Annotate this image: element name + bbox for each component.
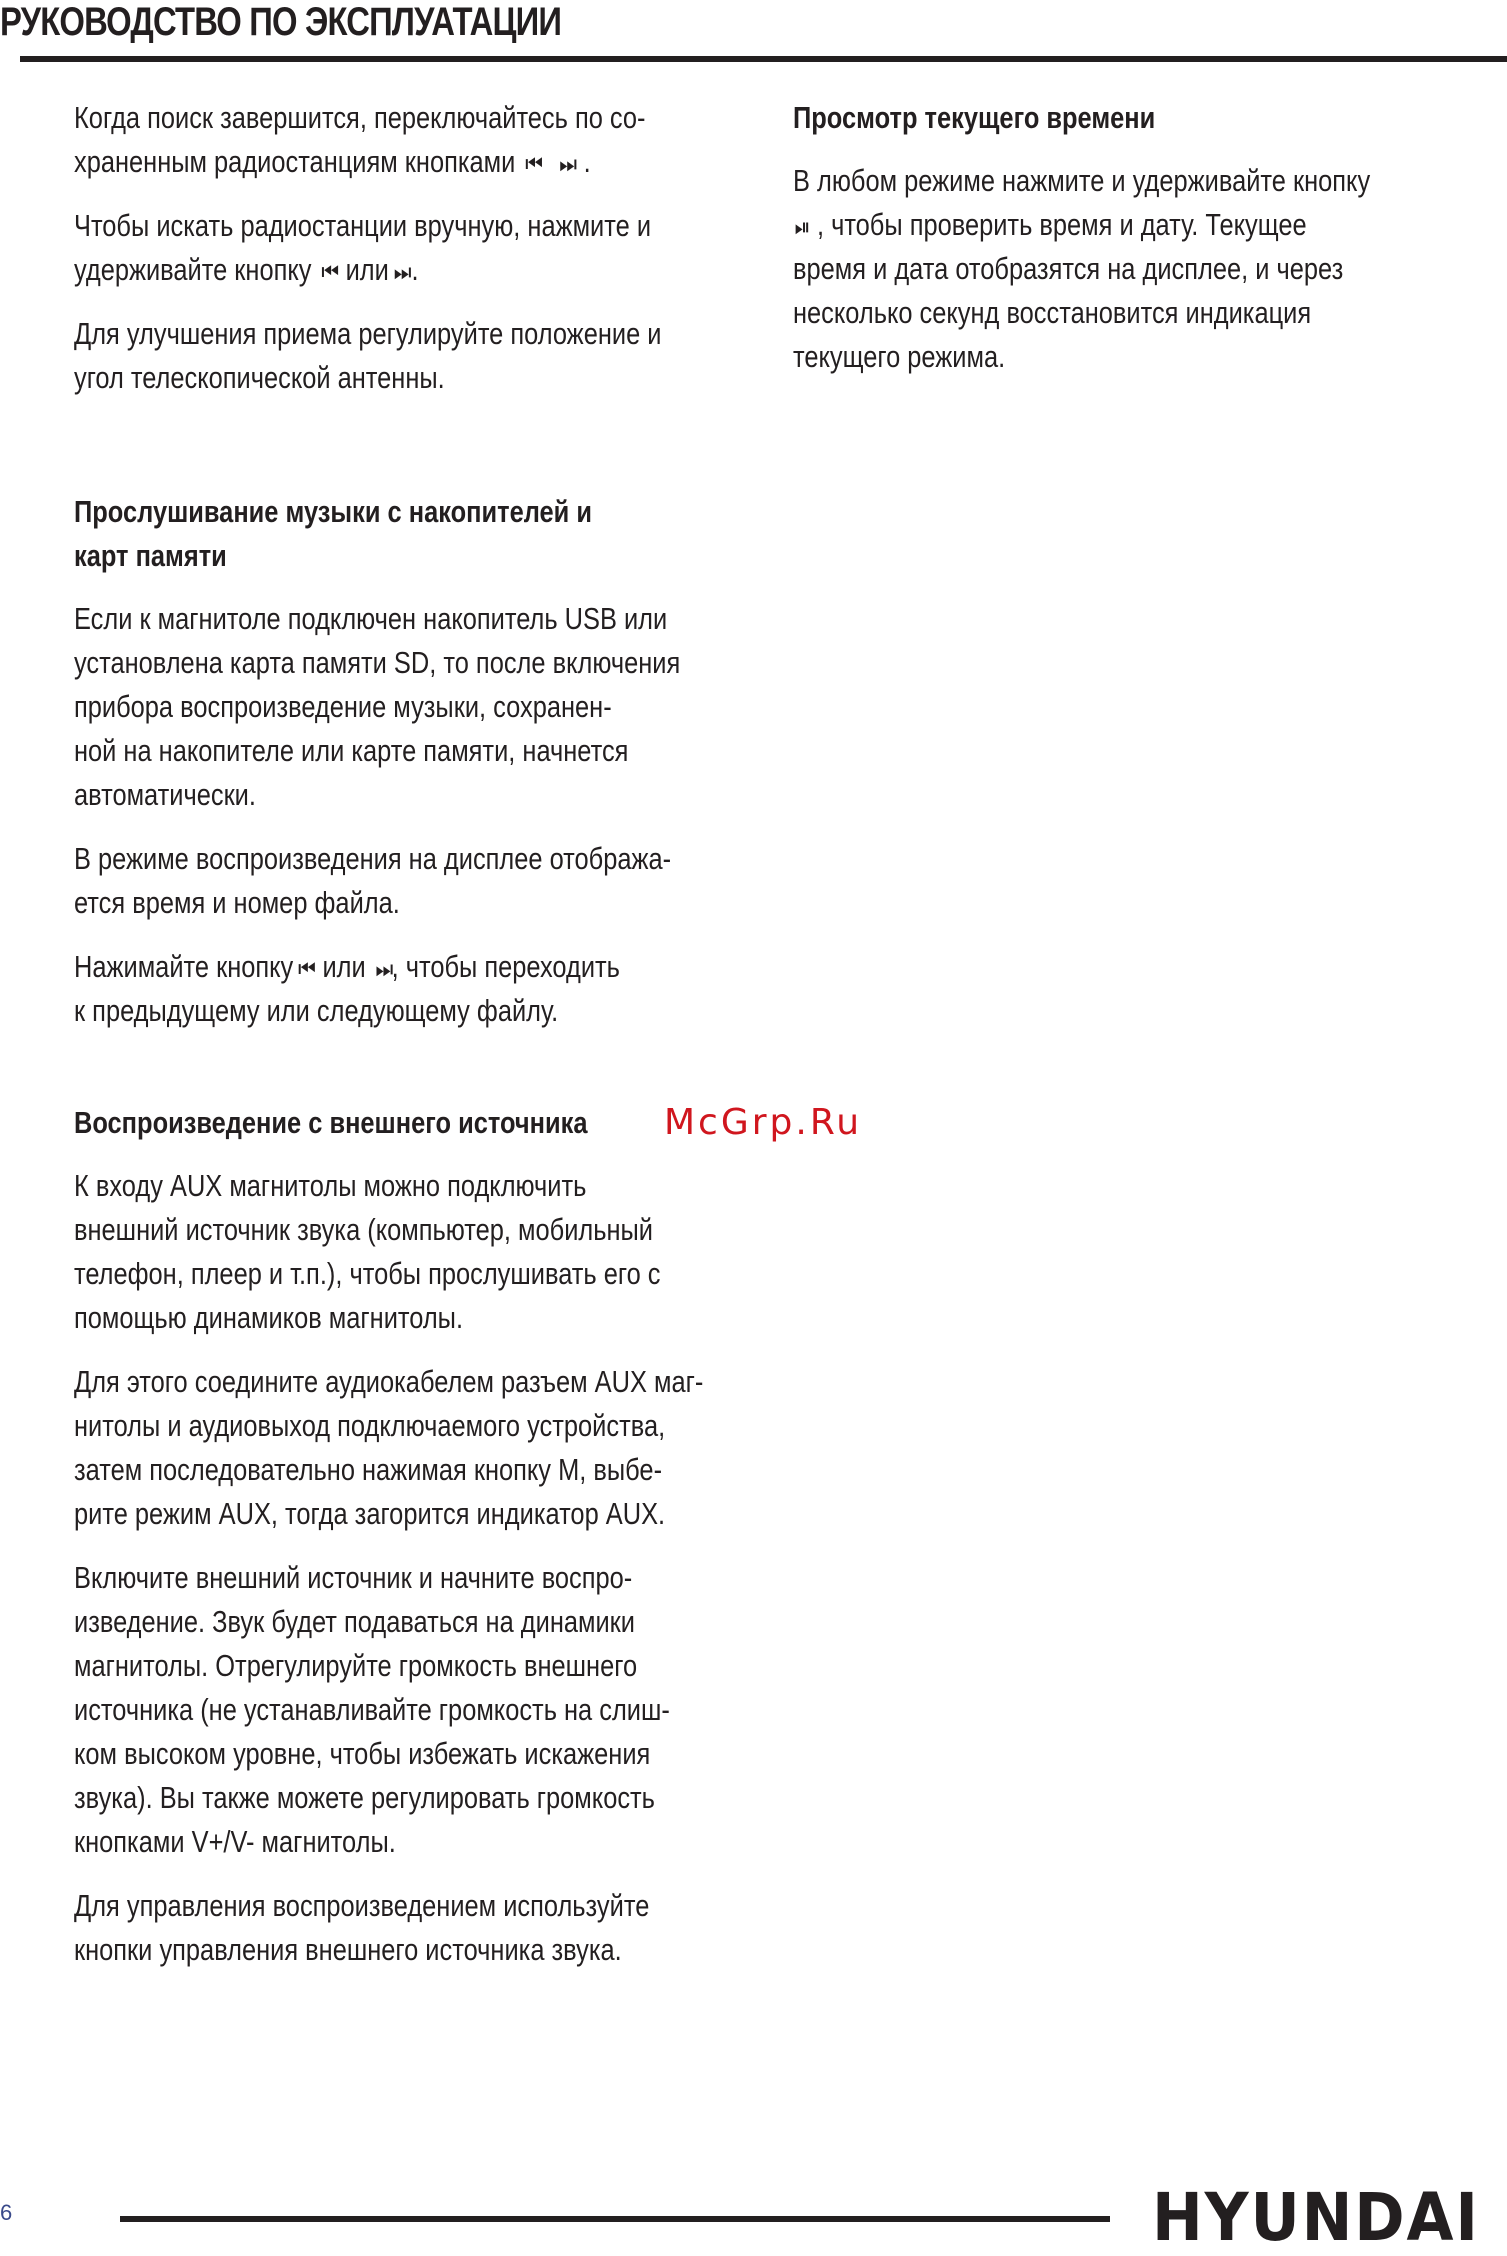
paragraph-text: или [345, 252, 389, 287]
next-track-icon: ⏭ [559, 149, 574, 178]
section-gap [74, 420, 794, 490]
paragraph-text: . [411, 252, 419, 287]
paragraph-text: Когда поиск завершится, переключайтесь по со- храненным радиостанциям кнопками [74, 100, 646, 179]
next-track-icon: ⏭ [375, 954, 390, 983]
paragraph-text: . [583, 144, 591, 179]
prev-track-icon: ⏮ [525, 149, 540, 178]
paragraph-stored-stations [74, 96, 796, 184]
section-gap [74, 1053, 794, 1101]
paragraph-manual-search [74, 204, 796, 292]
paragraph-text: , чтобы проверить время и дату. Текущее время и дата отобразятся на дисплее, и через несколько секунд восстановится индикация текущего режима. [793, 207, 1344, 374]
paragraph-external-control: Для управления воспроизведением используйте кнопки управления внешнего источника звука. [74, 1888, 650, 1967]
left-column [74, 96, 794, 1992]
paragraph-display-info: В режиме воспроизведения на дисплее отобража- ется время и номер файла. [74, 841, 672, 920]
heading-current-time: Просмотр текущего времени [793, 100, 1156, 135]
heading-music-playback: Прослушивание музыки с накопителей и карт памяти [74, 494, 592, 573]
paragraph-text: или [322, 949, 366, 984]
heading-external-source: Воспроизведение с внешнего источника [74, 1105, 588, 1140]
watermark: McGrp.Ru [664, 1102, 863, 1143]
paragraph-text: Нажимайте кнопку [74, 949, 294, 984]
right-column [793, 96, 1493, 399]
paragraph-external-volume: Включите внешний источник и начните воспро- изведение. Звук будет подаваться на динамики магнитолы. Отрегулируйте громкость внешнего источника (не устанавливайте громкость на слиш- ком высоком уровне, чтобы избежать искажения звука). Вы также можете регулировать громкость кнопками V+/V- магнитолы. [74, 1560, 670, 1859]
paragraph-aux-connect: Для этого соедините аудиокабелем разъем AUX маг- нитолы и аудиовыход подключаемого устройства, затем последовательно нажимая кнопку M, выбе- рите режим AUX, тогда загорится индикатор AUX. [74, 1364, 704, 1531]
paragraph-aux-input: К входу AUX магнитолы можно подключить внешний источник звука (компьютер, мобильный телефон, плеер и т.п.), чтобы прослушивать его с помощью динамиков магнитолы. [74, 1168, 661, 1335]
play-pause-icon: ⏯ [794, 212, 808, 241]
paragraph-text: , чтобы переходить к предыдущему или следующему файлу. [74, 949, 620, 1028]
paragraph-text: Чтобы искать радиостанции вручную, нажмите и удерживайте кнопку [74, 208, 652, 287]
paragraph-antenna: Для улучшения приема регулируйте положение и угол телескопической антенны. [74, 316, 662, 395]
brand-logo: HYUNDAI [1152, 2179, 1480, 2256]
footer-rule [120, 2216, 1110, 2222]
paragraph-current-time [793, 159, 1498, 379]
page-number: 6 [0, 2200, 13, 2225]
paragraph-file-navigation [74, 945, 796, 1033]
next-track-icon: ⏭ [393, 257, 409, 286]
prev-track-icon: ⏮ [298, 954, 313, 983]
paragraph-usb-sd: Если к магнитоле подключен накопитель USB или установлена карта памяти SD, то после включения прибора воспроизведение музыки, сохранен- ной на накопителе или карте памяти, начнется автоматически. [74, 601, 681, 812]
header-rule [20, 56, 1507, 62]
page-header-title: РУКОВОДСТВО ПО ЭКСПЛУАТАЦИИ [0, 0, 562, 44]
paragraph-text: В любом режиме нажмите и удерживайте кнопку [793, 163, 1371, 198]
prev-track-icon: ⏮ [321, 257, 336, 286]
